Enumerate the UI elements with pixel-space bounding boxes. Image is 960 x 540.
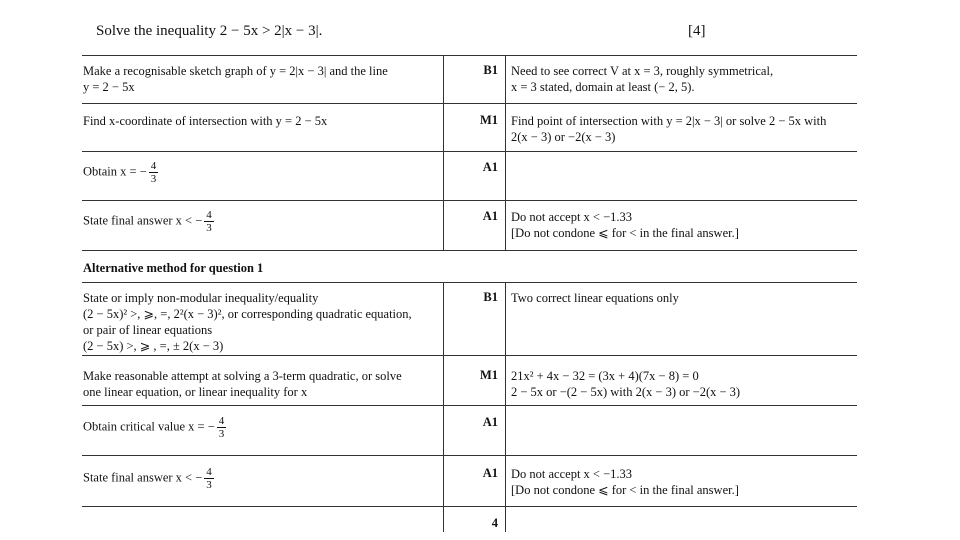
column-divider (443, 282, 444, 532)
guidance-line: Do not accept x < −1.33 (511, 467, 633, 481)
fraction-numerator: 4 (206, 209, 212, 221)
fraction (204, 209, 214, 234)
column-divider (505, 55, 506, 251)
row-divider (82, 250, 857, 251)
step-text: Obtain critical value x = − (83, 419, 215, 434)
mark-code: A1 (482, 160, 498, 174)
guidance-text (511, 113, 856, 145)
row-divider (82, 282, 857, 283)
guidance-text (511, 63, 856, 95)
mark-code: M1 (479, 368, 498, 382)
fraction-denominator: 3 (206, 479, 212, 491)
step-text: one linear equation, or linear inequality for x (83, 385, 308, 399)
step-text: State final answer x < − (83, 213, 203, 228)
fraction (217, 415, 227, 440)
table-row (83, 209, 438, 234)
question-text: Solve the inequality 2 − 5x > 2|x − 3|. (96, 23, 323, 39)
guidance-line: 2(x − 3) or −2(x − 3) (511, 130, 616, 144)
table-row (83, 160, 438, 185)
table-row (83, 63, 438, 95)
table-row (83, 415, 441, 440)
row-divider (82, 405, 857, 406)
mark-code: A1 (482, 415, 498, 429)
alternative-method-heading: Alternative method for question 1 (83, 261, 264, 275)
row-divider (82, 103, 857, 104)
guidance-text (511, 466, 856, 498)
guidance-line: Need to see correct V at x = 3, roughly symmetrical, (511, 64, 774, 78)
fraction-numerator: 4 (206, 466, 212, 478)
step-text: State or imply non-modular inequality/equality (83, 291, 319, 305)
step-text: y = 2 − 5x (83, 80, 135, 94)
guidance-line: 21x² + 4x − 32 = (3x + 4)(7x − 8) = 0 (511, 369, 699, 383)
step-text: State final answer x < − (83, 470, 203, 485)
table-row (83, 466, 441, 491)
row-divider (82, 506, 857, 507)
step-text: Find x-coordinate of intersection with y = 2 − 5x (83, 114, 328, 128)
step-text: (2 − 5x) >, ⩾ , =, ± 2(x − 3) (83, 339, 224, 353)
guidance-text (511, 290, 856, 306)
guidance-line: Two correct linear equations only (511, 291, 679, 305)
guidance-line: [Do not condone ⩽ for < in the final answer.] (511, 483, 739, 497)
guidance-line: x = 3 stated, domain at least (− 2, 5). (511, 80, 695, 94)
guidance-line: 2 − 5x or −(2 − 5x) with 2(x − 3) or −2(x − 3) (511, 385, 741, 399)
table-row (83, 290, 441, 354)
row-divider (82, 151, 857, 152)
mark-code: B1 (483, 290, 498, 304)
column-divider (443, 55, 444, 251)
fraction-denominator: 3 (206, 222, 212, 234)
mark-code: M1 (479, 113, 498, 127)
guidance-text (511, 209, 856, 241)
step-text: Obtain x = − (83, 164, 147, 179)
fraction-numerator: 4 (218, 415, 225, 427)
step-text: (2 − 5x)² >, ⩾, =, 2²(x − 3)², or corresponding quadratic equation, (83, 307, 412, 321)
step-text: Make a recognisable sketch graph of y = 2|x − 3| and the line (83, 64, 388, 78)
step-text: or pair of linear equations (83, 323, 213, 337)
fraction (149, 160, 159, 185)
column-divider (505, 282, 506, 532)
fraction-numerator: 4 (150, 160, 157, 172)
guidance-line: Find point of intersection with y = 2|x − 3| or solve 2 − 5x with (511, 114, 827, 128)
fraction-denominator: 3 (218, 428, 225, 440)
guidance-text (511, 368, 856, 400)
table-row (83, 368, 441, 400)
mark-code: A1 (482, 209, 498, 223)
guidance-line: Do not accept x < −1.33 (511, 210, 633, 224)
row-divider (82, 455, 857, 456)
guidance-line: [Do not condone ⩽ for < in the final answer.] (511, 226, 739, 240)
fraction (204, 466, 214, 491)
table-row (83, 113, 438, 129)
row-divider (82, 355, 857, 356)
total-marks: 4 (491, 516, 498, 530)
mark-code: A1 (482, 466, 498, 480)
step-text: Make reasonable attempt at solving a 3-term quadratic, or solve (83, 369, 402, 383)
question-total-marks: [4] (688, 23, 706, 39)
row-divider (82, 200, 857, 201)
fraction-denominator: 3 (150, 173, 157, 185)
table-top-border (82, 55, 857, 56)
mark-code: B1 (483, 63, 498, 77)
